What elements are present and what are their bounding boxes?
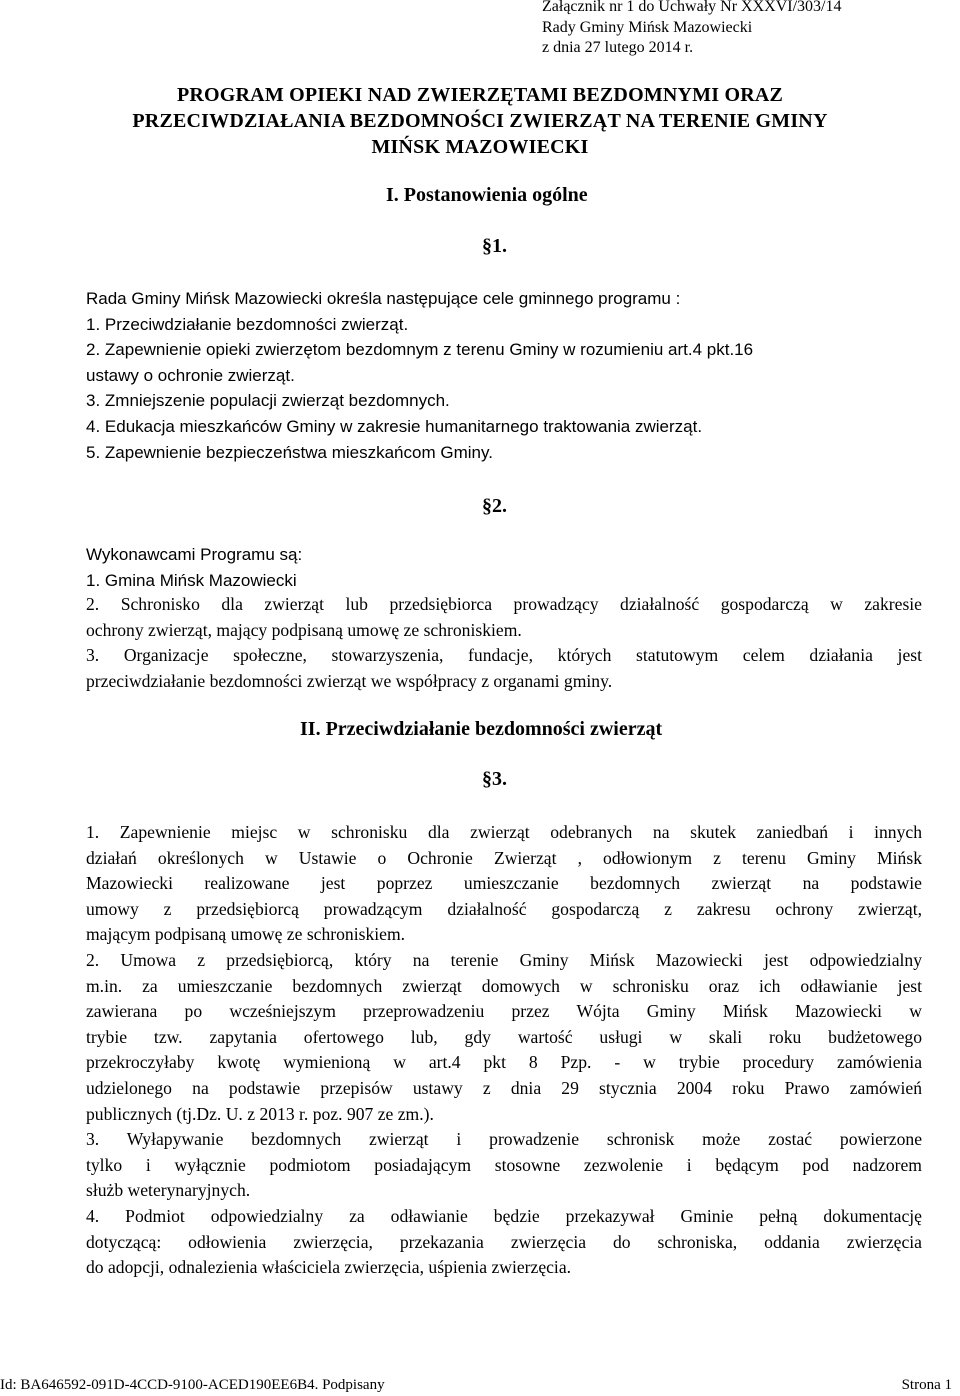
text-line: 2. Umowa z przedsiębiorcą, który na terenie Gminy Mińsk Mazowiecki jest odpowiedzialny bbox=[86, 949, 922, 970]
list-item: 5. Zapewnienie bezpieczeństwa mieszkańcom Gminy. bbox=[86, 442, 493, 462]
document-title-line: MIŃSK MAZOWIECKI bbox=[371, 136, 589, 158]
text-line: 3. Organizacje społeczne, stowarzyszenia, fundacje, których statutowym celem działania jest bbox=[86, 645, 922, 666]
list-item: 1. Gmina Mińsk Mazowiecki bbox=[86, 570, 297, 590]
text-line: zawierana po wcześniejszym przeprowadzeniu przez Wójta Gminy Mińsk Mazowiecki w bbox=[86, 1001, 922, 1022]
text-line: udzielonego na podstawie przepisów ustawy z dnia 29 stycznia 2004 roku Prawo zamówień bbox=[86, 1077, 922, 1098]
document-title-line: PRZECIWDZIAŁANIA BEZDOMNOŚCI ZWIERZĄT NA TERENIE GMINY bbox=[132, 110, 828, 132]
attachment-note bbox=[542, 0, 841, 59]
text-line: przeciwdziałanie bezdomności zwierząt we współpracy z organami gminy. bbox=[86, 670, 613, 691]
text-line: służb weterynaryjnych. bbox=[86, 1180, 251, 1201]
list-item: 4. Edukacja mieszkańców Gminy w zakresie humanitarnego traktowania zwierząt. bbox=[86, 416, 703, 436]
text-line: trybie tzw. zapytania ofertowego lub, gdy wartość usługi w skali roku budżetowego bbox=[86, 1026, 922, 1047]
text-line: m.in. za umieszczanie bezdomnych zwierząt domowych w schronisku oraz ich odławianie jest bbox=[86, 975, 922, 996]
text-line: umowy z przedsiębiorcą prowadzącym działalność gospodarczą z zakresu ochrony zwierząt, bbox=[86, 898, 922, 919]
text-line: 2. Schronisko dla zwierząt lub przedsiębiorca prowadzący działalność gospodarczą w zakresie bbox=[86, 594, 922, 614]
text-line: ochrony zwierząt, mający podpisaną umowę ze schroniskiem. bbox=[86, 619, 522, 640]
page-number-footer: Strona 1 bbox=[901, 1377, 952, 1393]
attachment-note-line: z dnia 27 lutego 2014 r. bbox=[542, 39, 694, 56]
text-line: przekroczyłaby kwotę wymienioną w art.4 pkt 8 Pzp. - w trybie procedury zamówienia bbox=[86, 1052, 922, 1073]
section-heading-general: I. Postanowienia ogólne bbox=[386, 184, 588, 206]
list-item: 2. Zapewnienie opieki zwierzętom bezdomnym z terenu Gminy w rozumieniu art.4 pkt.16 bbox=[86, 340, 754, 360]
text-line: 4. Podmiot odpowiedzialny za odławianie będzie przekazywał Gminie pełną dokumentację bbox=[86, 1205, 922, 1226]
text-line: do adopcji, odnalezienia właściciela zwierzęcia, uśpienia zwierzęcia. bbox=[86, 1257, 572, 1278]
paragraph-mark-2: §2. bbox=[482, 495, 507, 517]
text-line: mającym podpisaną umowę ze schroniskiem. bbox=[86, 924, 406, 945]
attachment-note-line: Załącznik nr 1 do Uchwały Nr XXXVI/303/14 bbox=[542, 0, 842, 15]
text-line: 3. Wyłapywanie bezdomnych zwierząt i prowadzenie schronisk może zostać powierzone bbox=[86, 1129, 922, 1150]
paragraph-1-body bbox=[86, 286, 753, 465]
text-line: publicznych (tj.Dz. U. z 2013 r. poz. 907 ze zm.). bbox=[86, 1103, 434, 1124]
list-item: 1. Przeciwdziałanie bezdomności zwierząt. bbox=[86, 314, 409, 334]
paragraph-mark-3: §3. bbox=[482, 768, 507, 790]
text-line: Mazowiecki realizowane jest poprzez umieszczanie bezdomnych zwierząt na podstawie bbox=[86, 873, 922, 894]
paragraph-3-body bbox=[86, 820, 922, 1281]
paragraph-2-intro bbox=[86, 542, 302, 593]
text-line: 1. Zapewnienie miejsc w schronisku dla zwierząt odebranych na skutek zaniedbań i innych bbox=[86, 822, 922, 842]
paragraph-mark-1: §1. bbox=[482, 235, 507, 257]
document-id-footer: Id: BA646592-091D-4CCD-9100-ACED190EE6B4. Podpisany bbox=[0, 1377, 385, 1393]
text-line: dotyczącą: odłowienia zwierzęcia, przekazania zwierzęcia do schroniska, oddania zwierzęcia bbox=[86, 1231, 922, 1252]
attachment-note-line: Rady Gminy Mińsk Mazowiecki bbox=[542, 18, 753, 36]
section-heading-homelessness: II. Przeciwdziałanie bezdomności zwierząt bbox=[300, 718, 663, 740]
list-item: 3. Zmniejszenie populacji zwierząt bezdomnych. bbox=[86, 391, 450, 411]
document-title bbox=[60, 82, 900, 160]
list-item: ustawy o ochronie zwierząt. bbox=[86, 365, 295, 385]
paragraph-2-body bbox=[86, 592, 922, 694]
text-line: Rada Gminy Mińsk Mazowiecki określa następujące cele gminnego programu : bbox=[86, 289, 681, 308]
text-line: tylko i wyłącznie podmiotom posiadającym stosowne zezwolenie i będącym pod nadzorem bbox=[86, 1154, 922, 1175]
text-line: działań określonych w Ustawie o Ochronie Zwierząt , odłowionym z terenu Gminy Mińsk bbox=[86, 847, 922, 868]
document-title-line: PROGRAM OPIEKI NAD ZWIERZĘTAMI BEZDOMNYMI ORAZ bbox=[176, 84, 784, 106]
text-line: Wykonawcami Programu są: bbox=[86, 545, 303, 564]
